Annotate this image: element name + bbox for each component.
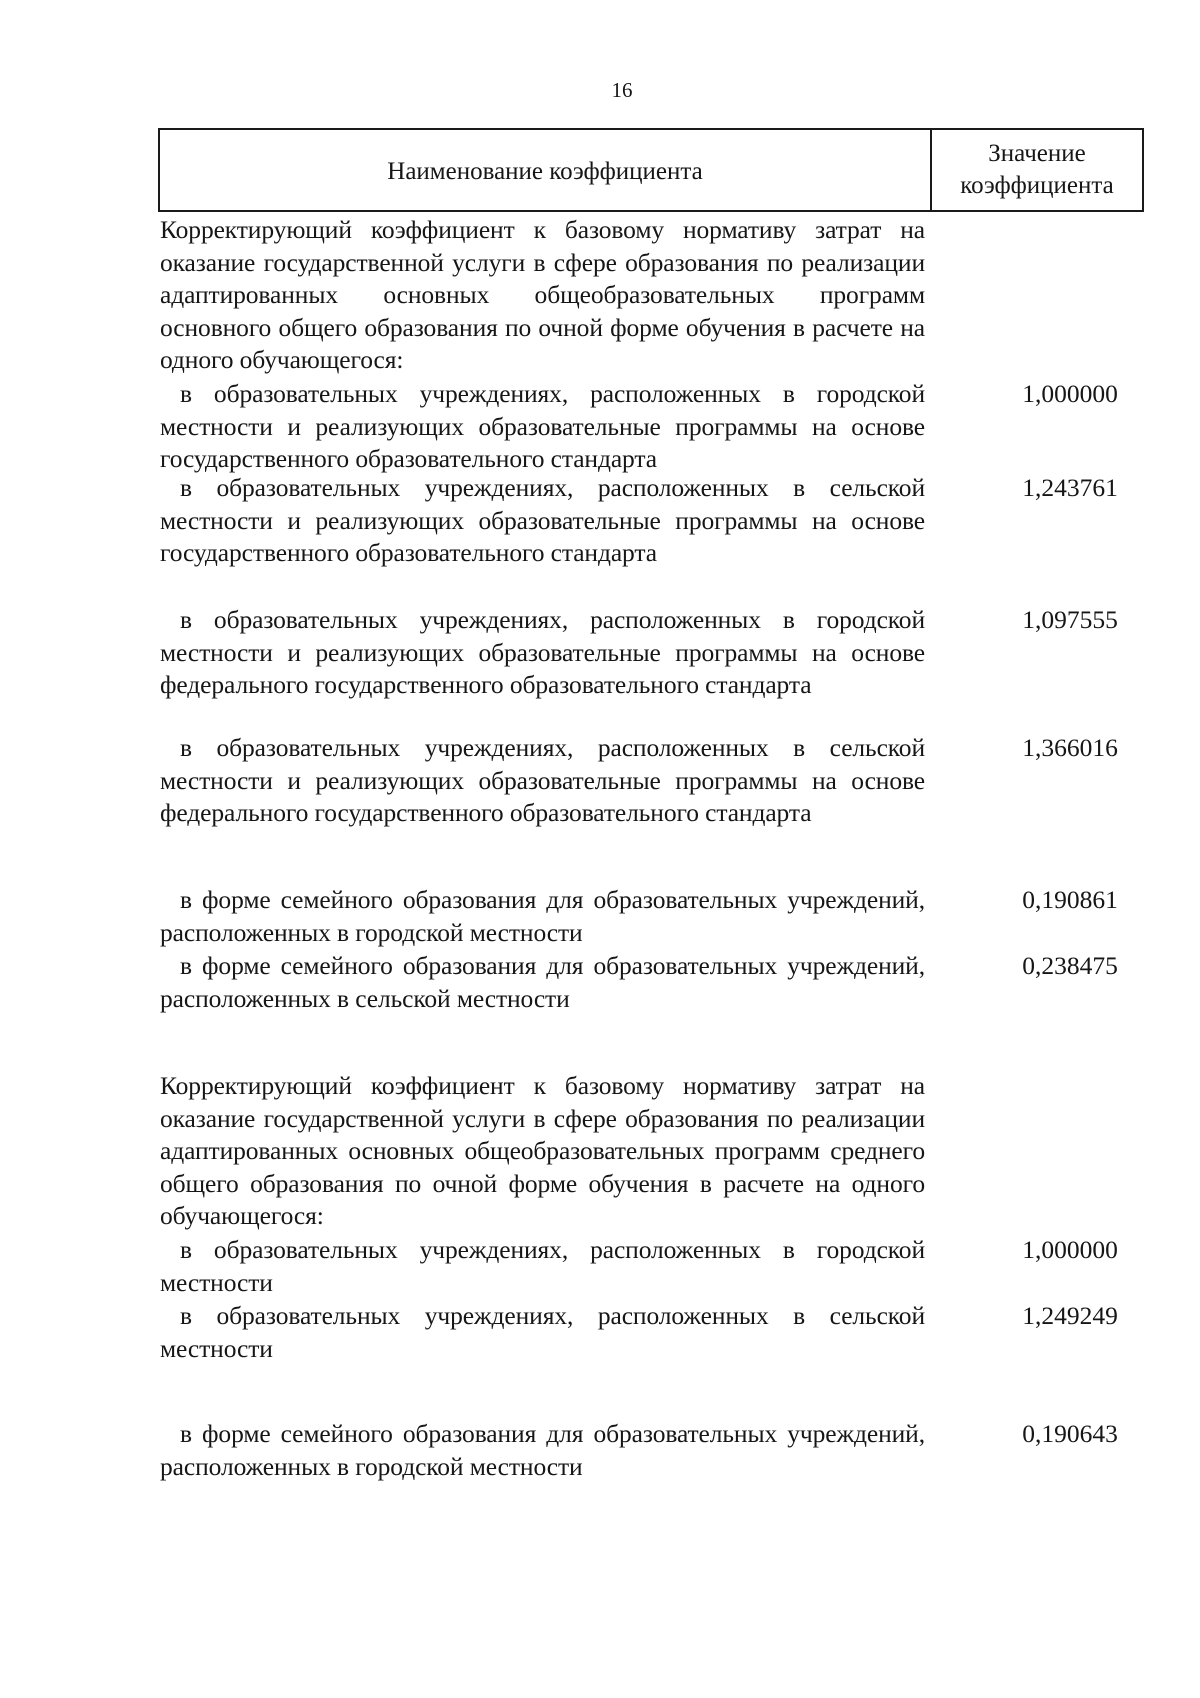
coefficient-description: в образовательных учреждениях, расположенных в городской местности и реализующих образовательные программы на основе государственного образовательного стандарта [160,379,925,473]
coefficient-value: 1,000000 [1022,1235,1118,1264]
coefficient-row [160,1418,1160,1483]
coefficient-value: 1,366016 [1022,733,1118,762]
column-header-value [932,130,1142,210]
column-header-value-line2: коэффициента [960,172,1114,199]
coefficient-description: в образовательных учреждениях, расположенных в сельской местности и реализующих образовательные программы на основе федерального государственного образовательного стандарта [160,733,925,827]
coefficient-value: 1,243761 [1022,473,1118,502]
coefficient-description: в форме семейного образования для образовательных учреждений, расположенных в городской местности [160,885,925,947]
coefficient-value: 0,190643 [1022,1419,1118,1448]
coefficient-description: в образовательных учреждениях, расположенных в сельской местности [160,1301,925,1363]
coefficient-description: в образовательных учреждениях, расположенных в городской местности и реализующих образовательные программы на основе федерального государственного образовательного стандарта [160,605,925,699]
coefficient-description: в образовательных учреждениях, расположенных в сельской местности и реализующих образовательные программы на основе государственного образовательного стандарта [160,473,925,567]
coefficient-description: в форме семейного образования для образовательных учреждений, расположенных в сельской местности [160,951,925,1013]
section-title [160,214,1160,377]
coefficient-value: 1,000000 [1022,379,1118,408]
coefficient-row [160,732,1160,830]
section-title-text: Корректирующий коэффициент к базовому нормативу затрат на оказание государственной услуги в сфере образования по реализации адаптированных основных общеобразовательных программ среднего общего образования по очной форме обучения в расчете на одного обучающегося: [160,1071,925,1230]
column-header-value-line1: Значение [988,140,1086,167]
coefficient-row [160,1300,1160,1365]
page-number: 16 [611,78,633,102]
coefficient-description: в форме семейного образования для образовательных учреждений, расположенных в городской местности [160,1419,925,1481]
coefficient-description: в образовательных учреждениях, расположенных в городской местности [160,1235,925,1297]
table-header [158,128,1144,212]
coefficient-row [160,472,1160,570]
coefficient-row [160,1234,1160,1299]
coefficient-value: 0,190861 [1022,885,1118,914]
coefficient-value: 0,238475 [1022,951,1118,980]
section-title-text: Корректирующий коэффициент к базовому нормативу затрат на оказание государственной услуги в сфере образования по реализации адаптированных основных общеобразовательных программ основного общего образования по очной форме обучения в расчете на одного обучающегося: [160,215,925,374]
coefficient-value: 1,249249 [1022,1301,1118,1330]
coefficient-row [160,378,1160,476]
coefficient-row [160,604,1160,702]
coefficient-value: 1,097555 [1022,605,1118,634]
section-title [160,1070,1160,1233]
coefficient-row [160,884,1160,949]
coefficient-row [160,950,1160,1015]
column-header-name: Наименование коэффициента [160,130,932,210]
